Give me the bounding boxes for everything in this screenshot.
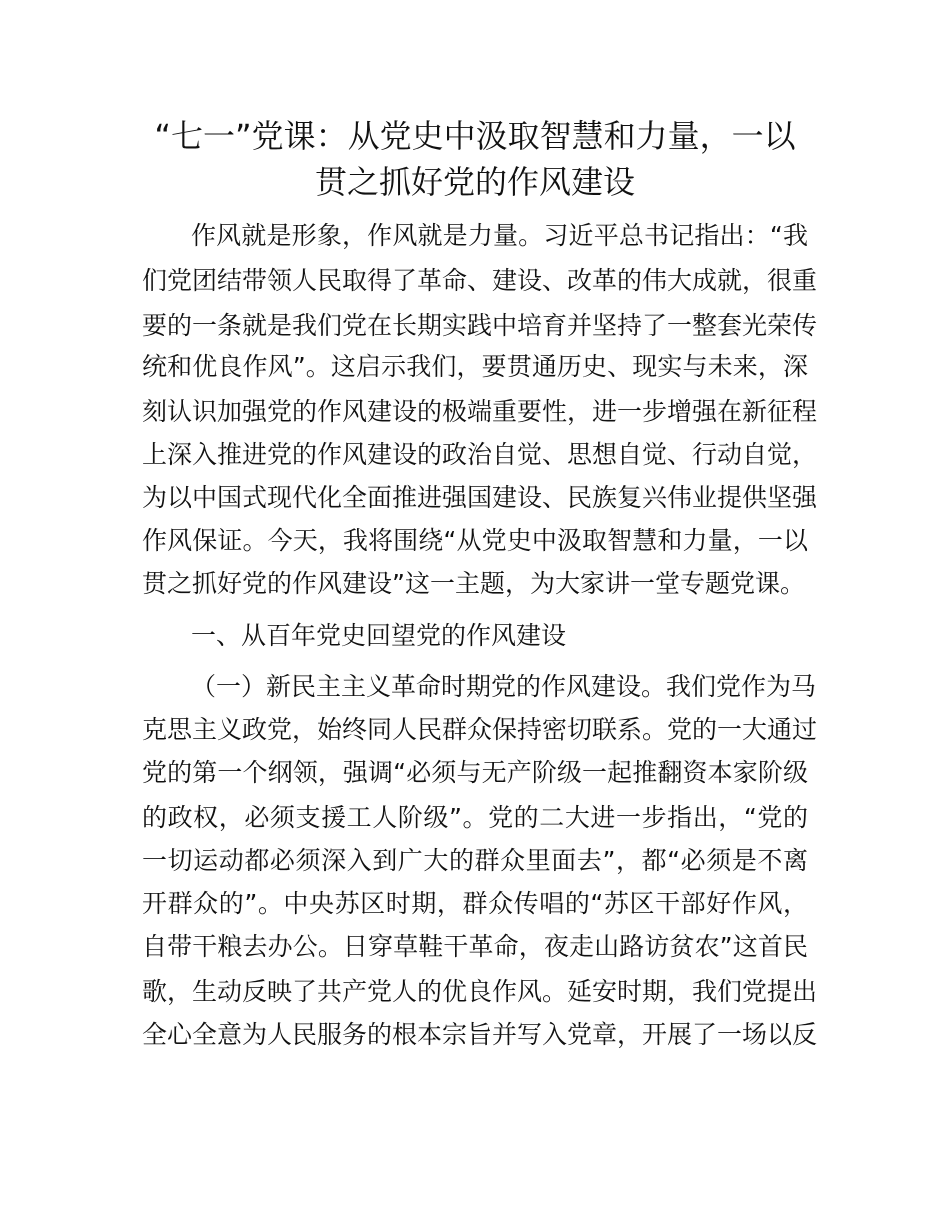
paragraph-line: 刻认识加强党的作风建设的极端重要性，进一步增强在新征程 (142, 397, 818, 426)
paragraph-line: 歌，生动反映了共产党人的优良作风。延安时期，我们党提出 (142, 977, 818, 1006)
paragraph-line: 上深入推进党的作风建设的政治自觉、思想自觉、行动自觉， (142, 440, 818, 469)
document-title (120, 113, 830, 205)
paragraph-line: 的政权，必须支援工人阶级”。党的二大进一步指出，“党的 (142, 803, 808, 832)
title-line: 贯之抓好党的作风建设 (314, 163, 635, 201)
paragraph-line: 自带干粮去办公。日穿草鞋干革命，夜走山路访贫农”这首民 (142, 932, 808, 961)
title-line: “七一”党课：从党史中汲取智慧和力量，一以 (154, 117, 796, 155)
paragraph-line: 为以中国式现代化全面推进强国建设、民族复兴伟业提供坚强 (142, 483, 818, 512)
paragraph-line: 作风保证。今天，我将围绕“从党史中汲取智慧和力量，一以 (142, 526, 808, 555)
paragraph-line: 统和优良作风”。这启示我们，要贯通历史、现实与未来，深 (142, 352, 808, 381)
paragraph-line: 一切运动都必须深入到广大的群众里面去”，都“必须是不离 (142, 846, 808, 875)
paragraph-line: （一）新民主主义革命时期党的作风建设。我们党作为马 (191, 672, 817, 701)
paragraph-line: 全心全意为人民服务的根本宗旨并写入党章，开展了一场以反 (142, 1020, 818, 1049)
paragraph-line: 克思主义政党，始终同人民群众保持密切联系。党的一大通过 (142, 715, 818, 744)
paragraph-line: 开群众的”。中央苏区时期，群众传唱的“苏区干部好作风， (142, 889, 808, 918)
paragraph-line: 们党团结带领人民取得了革命、建设、改革的伟大成就，很重 (142, 266, 818, 295)
paragraph-line: 要的一条就是我们党在长期实践中培育并坚持了一整套光荣传 (142, 311, 818, 340)
section-heading: 一、从百年党史回望党的作风建设 (191, 621, 567, 650)
paragraph-line: 作风就是形象，作风就是力量。习近平总书记指出：“我 (191, 221, 808, 250)
paragraph-line: 贯之抓好党的作风建设”这一主题，为大家讲一堂专题党课。 (142, 569, 805, 598)
paragraph-line: 党的第一个纲领，强调“必须与无产阶级一起推翻资本家阶级 (142, 758, 808, 787)
